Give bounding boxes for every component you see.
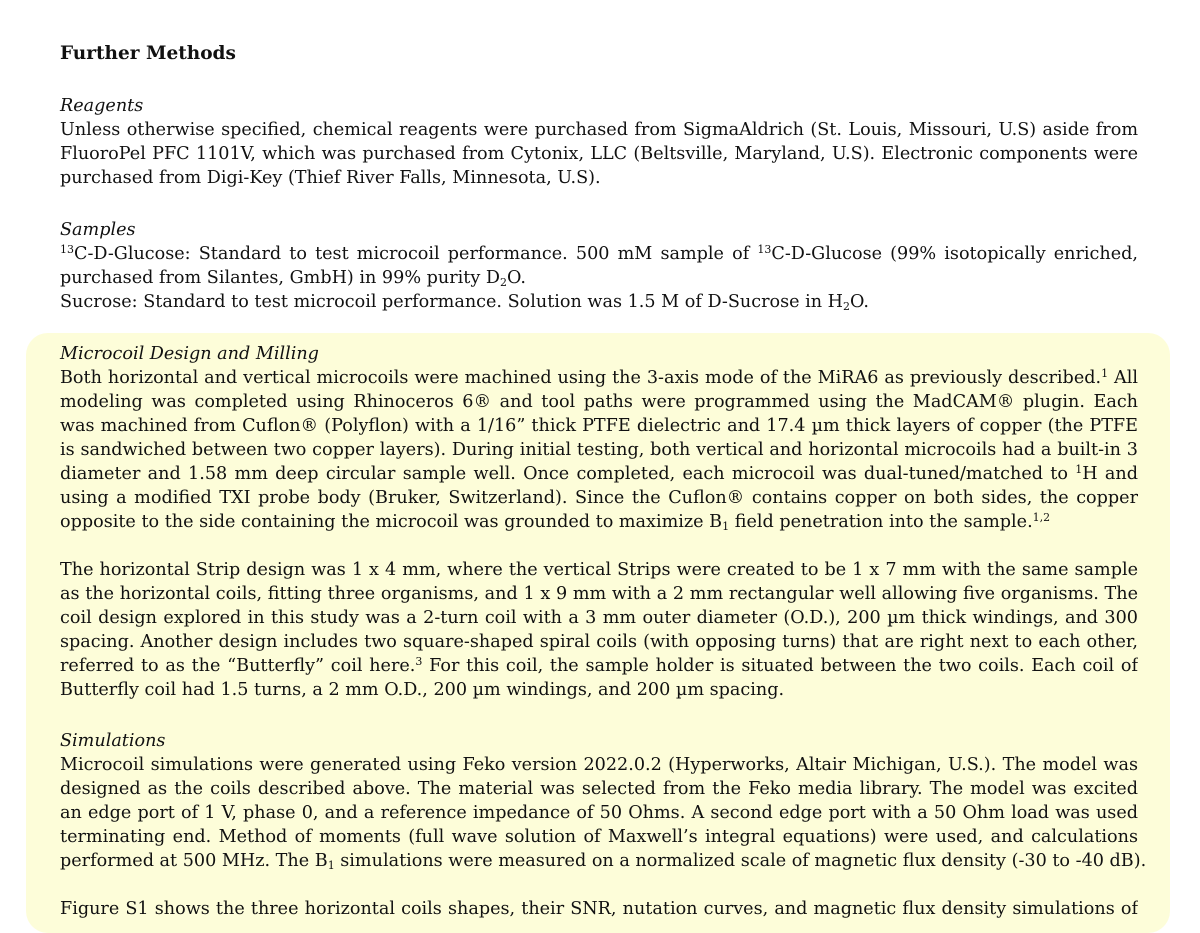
section-heading-samples: Samples bbox=[60, 220, 136, 240]
samples-paragraph bbox=[60, 242, 1138, 314]
reagents-line: purchased from Digi-Key (Thief River Falls, Minnesota, U.S). bbox=[60, 168, 601, 188]
text-line: referred to as the “Butterfly” coil here.$^3$ For this coil, the sample holder is situated between the two coils. Each coil of bbox=[60, 655, 1138, 676]
text-line: was machined from Cuflon® (Polyflon) with a 1/16” thick PTFE dielectric and 17.4 µm thick layers of copper (the PTFE bbox=[60, 416, 1138, 436]
text-line: Microcoil simulations were generated using Feko version 2022.0.2 (Hyperworks, Altair Michigan, U.S.). The model was bbox=[60, 755, 1138, 775]
text-line: spacing. Another design includes two square-shaped spiral coils (with opposing turns) that are right next to each other, bbox=[60, 632, 1138, 652]
text-line: performed at 500 MHz. The $B_1$ simulations were measured on a normalized scale of magnetic flux density (-30 to -40 dB). bbox=[60, 851, 1147, 872]
text-line: is sandwiched between two copper layers). During initial testing, both vertical and horizontal microcoils had a built-in 3 bbox=[60, 440, 1138, 460]
microcoil-paragraph-1 bbox=[60, 366, 1138, 534]
section-simulations bbox=[60, 729, 1147, 873]
text-line: designed as the coils described above. The material was selected from the Feko media library. The model was excited bbox=[60, 779, 1138, 799]
reagents-paragraph bbox=[60, 118, 1138, 190]
glucose-line-1: $^{13}$C-D-Glucose: Standard to test microcoil performance. 500 mM sample of $^{13}$C-D-Glucose (99% isotopically enriched, bbox=[60, 243, 1138, 264]
reagents-line: FluoroPel PFC 1101V, which was purchased from Cytonix, LLC (Beltsville, Maryland, U.S). Electronic components were bbox=[60, 144, 1138, 164]
simulations-paragraph-2 bbox=[60, 897, 1138, 921]
text-line: using a modified TXI probe body (Bruker, Switzerland). Since the Cuflon® contains copper on both sides, the copper bbox=[60, 488, 1138, 508]
section-heading-simulations: Simulations bbox=[60, 731, 166, 751]
section-samples bbox=[60, 218, 1138, 314]
sucrose-line: Sucrose: Standard to test microcoil performance. Solution was 1.5 M of D-Sucrose in $H_2O$. bbox=[60, 292, 870, 313]
microcoil-paragraph-2 bbox=[60, 558, 1138, 702]
section-reagents bbox=[60, 94, 1138, 190]
page-title: Further Methods bbox=[60, 43, 236, 64]
text-line: The horizontal Strip design was 1 x 4 mm, where the vertical Strips were created to be 1 x 7 mm with the same sample bbox=[60, 560, 1138, 580]
text-line: Butterfly coil had 1.5 turns, a 2 mm O.D., 200 µm windings, and 200 µm spacing. bbox=[60, 680, 785, 700]
simulations-paragraph bbox=[60, 753, 1147, 873]
text-line: Both horizontal and vertical microcoils were machined using the 3-axis mode of the MiRA6 as previously described.$^1$ All bbox=[60, 367, 1138, 388]
glucose-line-2: purchased from Silantes, GmbH) in 99% purity $D_2O$. bbox=[60, 268, 526, 289]
text-line: coil design explored in this study was a 2-turn coil with a 3 mm outer diameter (O.D.), 200 µm thick windings, and 300 bbox=[60, 608, 1138, 628]
text-line: Figure S1 shows the three horizontal coils shapes, their SNR, nutation curves, and magnetic flux density simulations of bbox=[60, 899, 1138, 919]
section-microcoil-design bbox=[60, 342, 1138, 534]
text-line: as the horizontal coils, fitting three organisms, and 1 x 9 mm with a 2 mm rectangular well allowing five organisms. The bbox=[60, 584, 1138, 604]
section-heading-reagents: Reagents bbox=[60, 96, 144, 116]
text-line: diameter and 1.58 mm deep circular sample well. Once completed, each microcoil was dual-tuned/matched to $^1$H and bbox=[60, 463, 1138, 484]
text-line: opposite to the side containing the microcoil was grounded to maximize $B_1$ field penetration into the sample.$^{1,2}$ bbox=[60, 511, 1051, 533]
text-line: an edge port of 1 V, phase 0, and a reference impedance of 50 Ohms. A second edge port with a 50 Ohm load was used bbox=[60, 803, 1138, 823]
microcoil-paragraph-2-body bbox=[60, 558, 1138, 702]
section-heading-microcoil: Microcoil Design and Milling bbox=[60, 344, 319, 364]
text-line: terminating end. Method of moments (full wave solution of Maxwell’s integral equations) were used, and calculations bbox=[60, 827, 1138, 847]
text-line: modeling was completed using Rhinoceros 6® and tool paths were programmed using the MadCAM® plugin. Each bbox=[60, 392, 1138, 412]
reagents-line: Unless otherwise specified, chemical reagents were purchased from SigmaAldrich (St. Louis, Missouri, U.S) aside from bbox=[60, 120, 1138, 140]
